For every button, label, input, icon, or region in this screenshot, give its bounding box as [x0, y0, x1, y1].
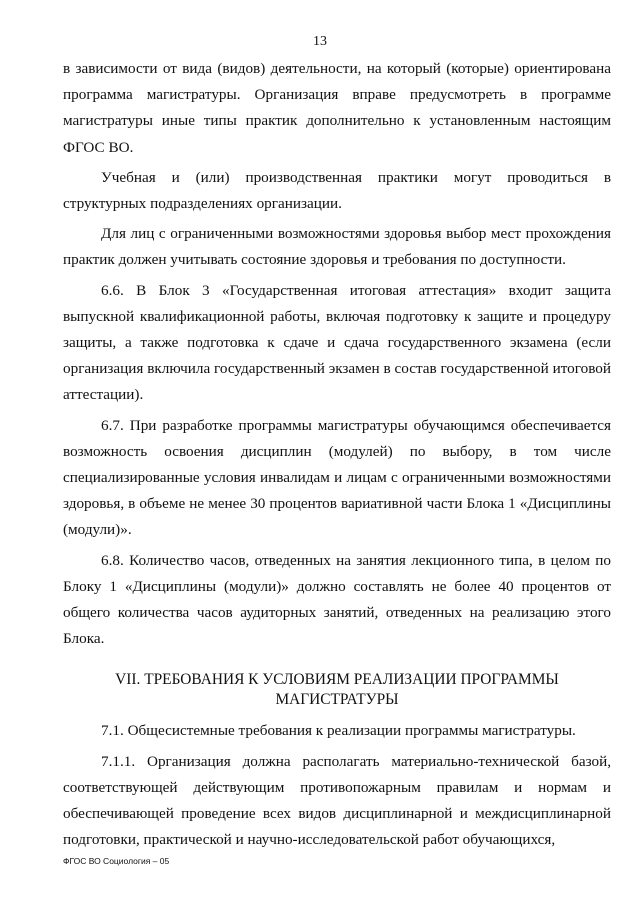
section-heading-line-1: VII. ТРЕБОВАНИЯ К УСЛОВИЯМ РЕАЛИЗАЦИИ ПРОГРАММЫ [115, 671, 559, 689]
document-body [63, 56, 611, 857]
section-heading-line-2: МАГИСТРАТУРЫ [275, 691, 399, 709]
paragraph-6-6: 6.6. В Блок 3 «Государственная итоговая аттестация» входит защита выпускной квалификационной работы, включая подготовку к защите и процедуру защиты, а также подготовка к сдаче и сдача государственного экзамена (если организация включила государственный экзамен в состав государственной итоговой аттестации). [63, 281, 611, 404]
paragraph-7-1: 7.1. Общесистемные требования к реализации программы магистратуры. [101, 722, 576, 740]
paragraph-6-8: 6.8. Количество часов, отведенных на занятия лекционного типа, в целом по Блоку 1 «Дисциплины (модули)» должно составлять не более 40 процентов от общего количества часов аудиторных занятий, отведенных на реализацию этого Блока. [63, 551, 611, 648]
paragraph-practice-units: Учебная и (или) производственная практики могут проводиться в структурных подразделениях организации. [63, 168, 611, 213]
page-number: 13 [313, 34, 327, 49]
paragraph-continuation: в зависимости от вида (видов) деятельности, на который (которые) ориентирована программа магистратуры. Организация вправе предусмотреть в программе магистратуры иные типы практик дополнительно к установленным настоящим ФГОС ВО. [63, 60, 611, 156]
section-heading-vii [63, 670, 611, 710]
paragraph-disability-practice: Для лиц с ограниченными возможностями здоровья выбор мест прохождения практик должен учитывать состояние здоровья и требования по доступности. [63, 225, 611, 269]
page-footer: ФГОС ВО Социология – 05 [63, 856, 170, 866]
paragraph-7-1-1: 7.1.1. Организация должна располагать материально-технической базой, соответствующей действующим противопожарным правилам и нормам и обеспечивающей проведение всех видов дисциплинарной и междисциплинарной подготовки, практической и научно-исследовательской работ обучающихся, [63, 752, 611, 849]
paragraph-6-7: 6.7. При разработке программы магистратуры обучающимся обеспечивается возможность освоения дисциплин (модулей) по выбору, в том числе специализированные условия инвалидам и лицам с ограниченными возможностями здоровья, в объеме не менее 30 процентов вариативной части Блока 1 «Дисциплины (модули)». [63, 416, 611, 539]
